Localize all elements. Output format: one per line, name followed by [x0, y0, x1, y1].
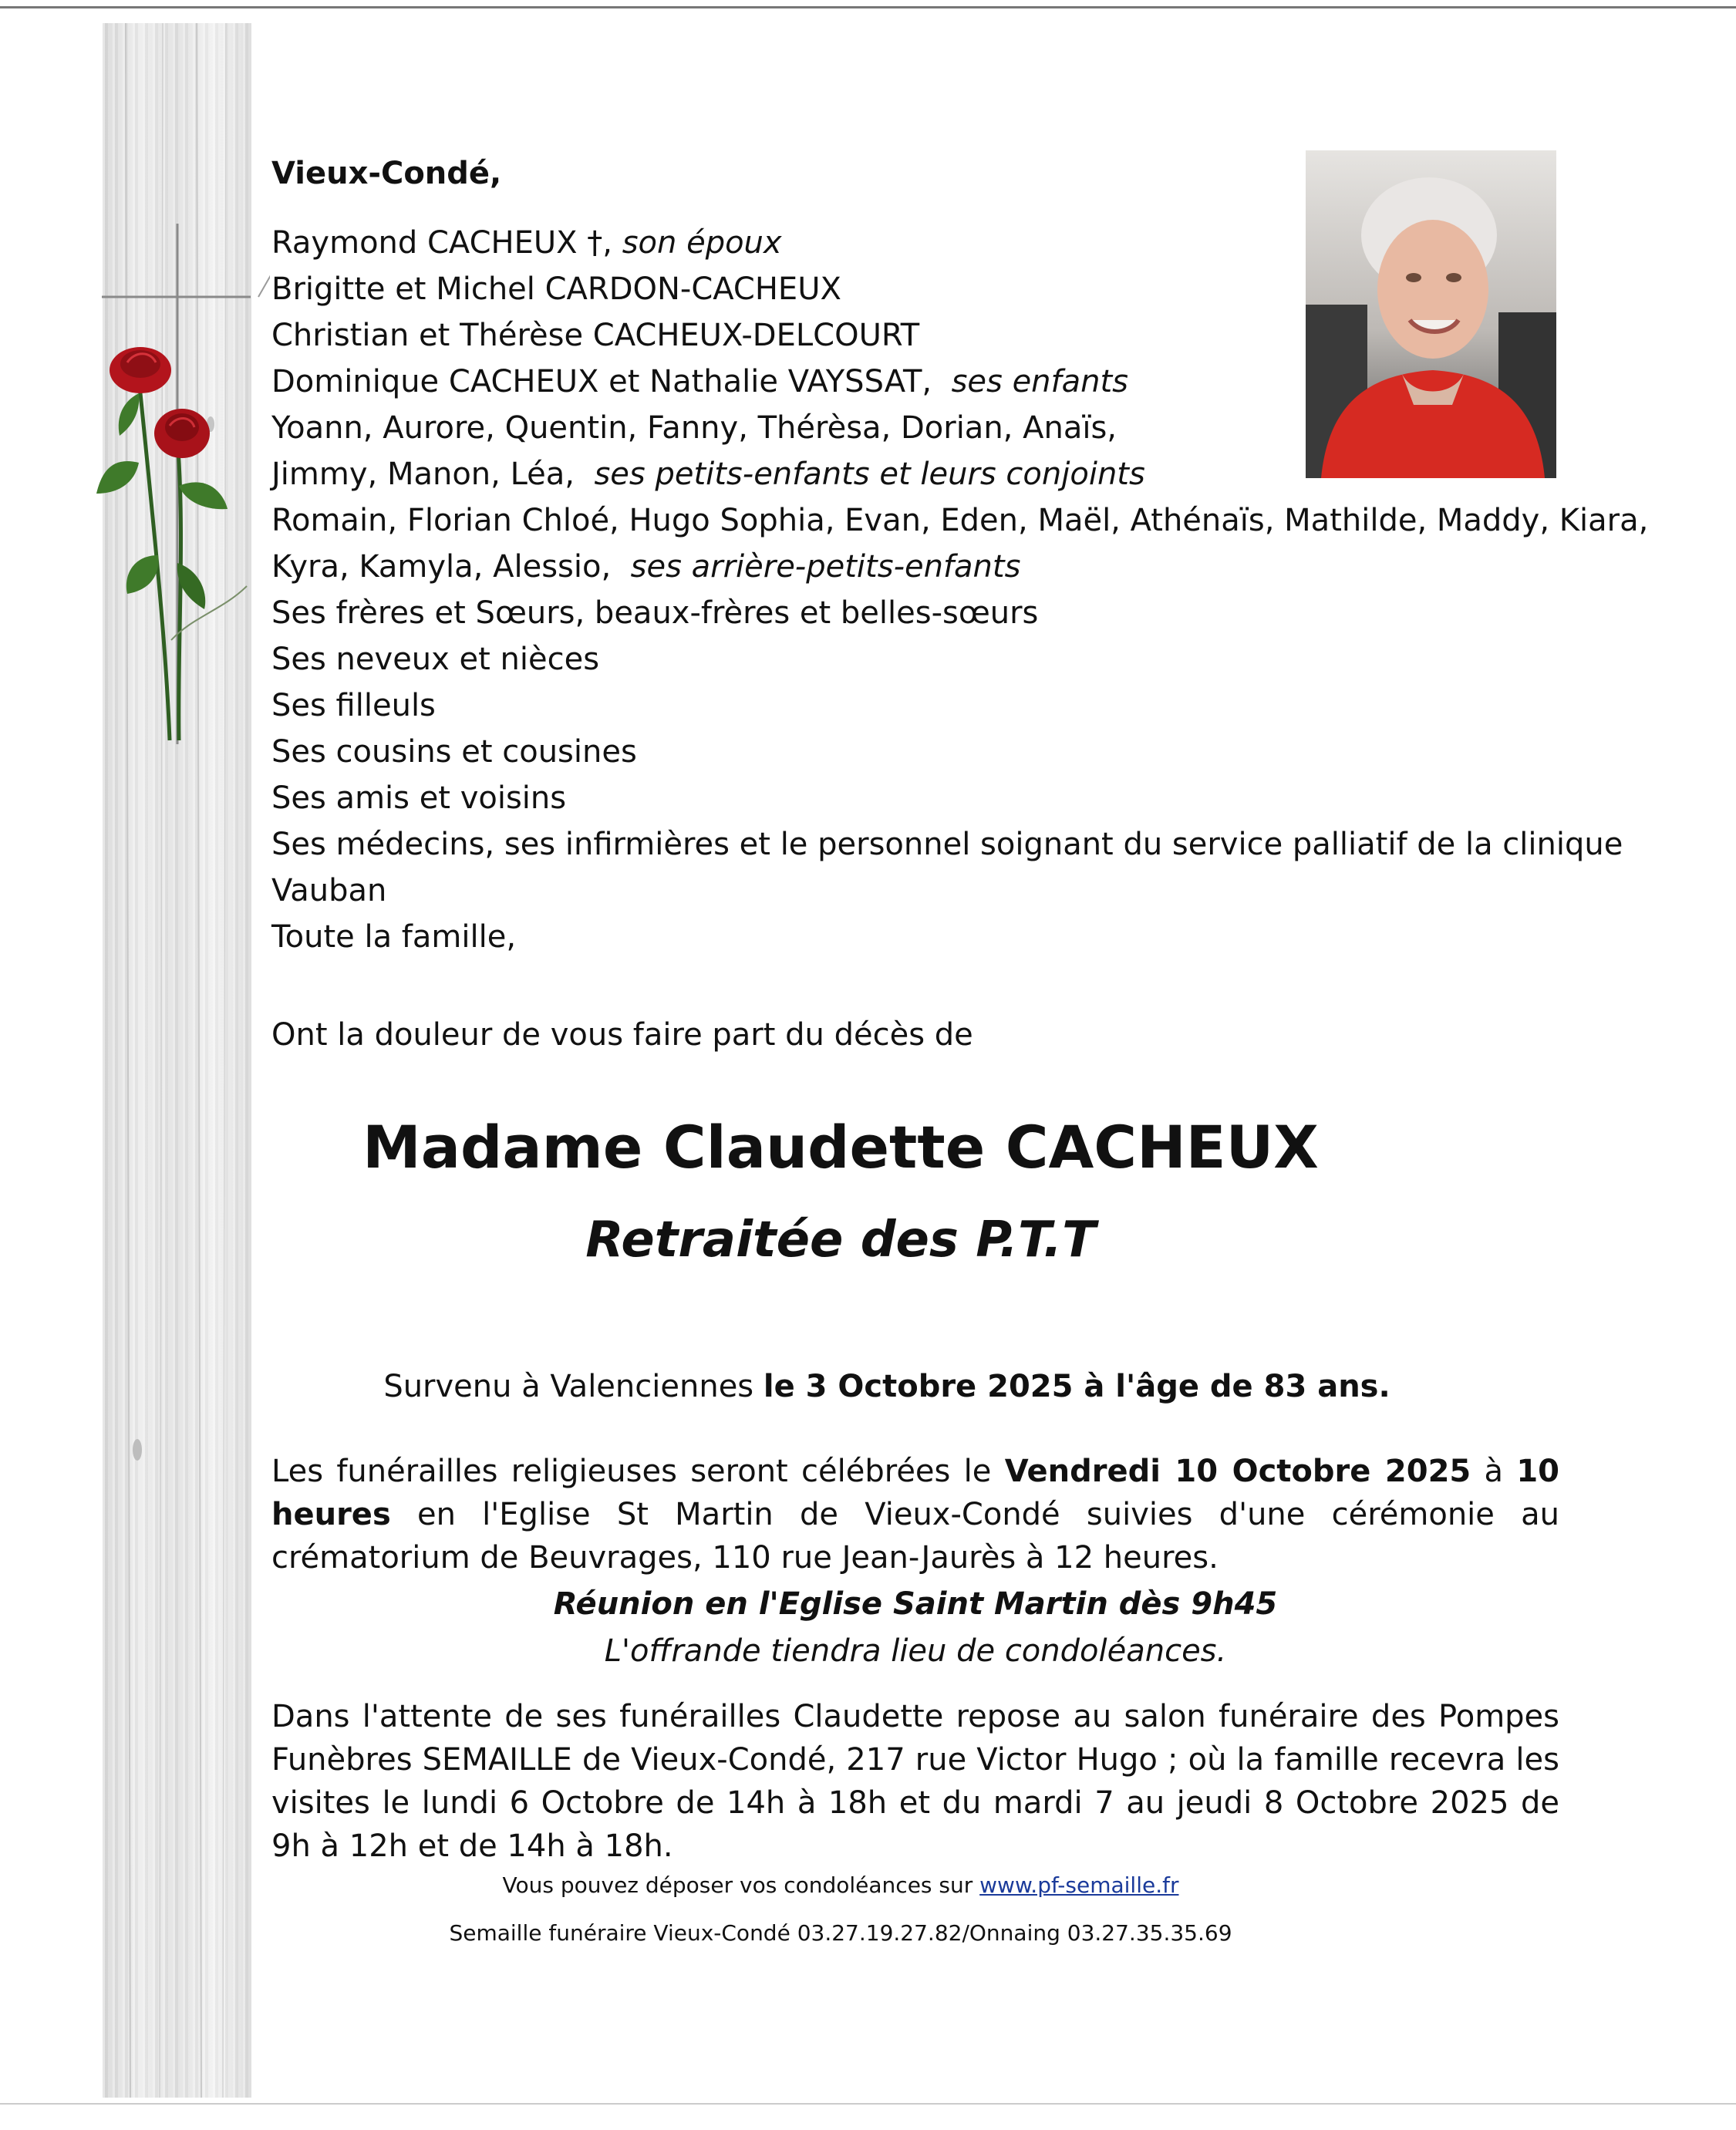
deceased-occupation: Retraitée des P.T.T [585, 1212, 1096, 1269]
bottom-rule [0, 2103, 1736, 2105]
family-line: Jimmy, Manon, Léa, ses petits-enfants et leurs conjoints [271, 457, 1145, 492]
place-heading: Vieux-Condé, [271, 156, 502, 191]
cross-symbol: † [587, 225, 603, 261]
family-line: Romain, Florian Chloé, Hugo Sophia, Evan, Eden, Maël, Athénaïs, Mathilde, Maddy, Kiara, [271, 503, 1649, 538]
family-line: Dominique CACHEUX et Nathalie VAYSSAT, ses enfants [271, 364, 1128, 399]
meeting-info: Réunion en l'Eglise Saint Martin dès 9h45 [553, 1586, 1278, 1622]
family-line: Ses neveux et nièces [271, 642, 600, 677]
family-line: Ses filleuls [271, 688, 436, 723]
funeral-details: Les funérailles religieuses seront célébrées le Vendredi 10 Octobre 2025 à 10 heures en l'Eglise St Martin de Vieux-Condé suivies d'une cérémonie au crématorium de Beuvrages, 110 rue Jean-Jaurès à 12 heures. [271, 1454, 1560, 1576]
family-line: Raymond CACHEUX †, son époux [271, 225, 782, 261]
family-line: Ses cousins et cousines [271, 734, 637, 770]
family-line: Vauban [271, 873, 387, 908]
announcement: Ont la douleur de vous faire part du décès de [271, 1017, 973, 1053]
family-line: Christian et Thérèse CACHEUX-DELCOURT [271, 318, 920, 353]
family-line: Ses médecins, ses infirmières et le personnel soignant du service palliatif de la clinique [271, 827, 1623, 862]
deceased-name: Madame Claudette CACHEUX [362, 1113, 1319, 1181]
portrait-photo [1306, 150, 1556, 478]
website-link[interactable]: www.pf-semaille.fr [979, 1872, 1179, 1898]
family-line: Ses amis et voisins [271, 780, 567, 816]
condolences-line: Vous pouvez déposer vos condoléances sur www.pf-semaille.fr [502, 1872, 1179, 1898]
family-line: Toute la famille, [271, 919, 517, 955]
family-line: Brigitte et Michel CARDON-CACHEUX [271, 271, 841, 307]
visits-info: Dans l'attente de ses funérailles Claudette repose au salon funéraire des Pompes Funèbres SEMAILLE de Vieux-Condé, 217 rue Victor Hugo ; où la famille recevra les visites le lundi 6 Octobre de 14h à 18h et du mardi 7 au jeudi 8 Octobre 2025 de 9h à 12h et de 14h à 18h. [271, 1699, 1559, 1864]
rose-bottom [154, 409, 210, 458]
offering-info: L'offrande tiendra lieu de condoléances. [604, 1633, 1227, 1669]
contacts-line: Semaille funéraire Vieux-Condé 03.27.19.27.82/Onnaing 03.27.35.35.69 [449, 1920, 1232, 1946]
family-line: Ses frères et Sœurs, beaux-frères et belles-sœurs [271, 595, 1039, 631]
rose-top [110, 347, 171, 393]
family-line: Yoann, Aurore, Quentin, Fanny, Thérèsa, Dorian, Anaïs, [271, 410, 1117, 446]
cross-and-roses-decoration [93, 208, 270, 763]
top-rule [0, 6, 1736, 8]
death-details: Survenu à Valenciennes le 3 Octobre 2025 à l'âge de 83 ans. [383, 1369, 1390, 1404]
family-line: Kyra, Kamyla, Alessio, ses arrière-petits-enfants [271, 549, 1021, 585]
